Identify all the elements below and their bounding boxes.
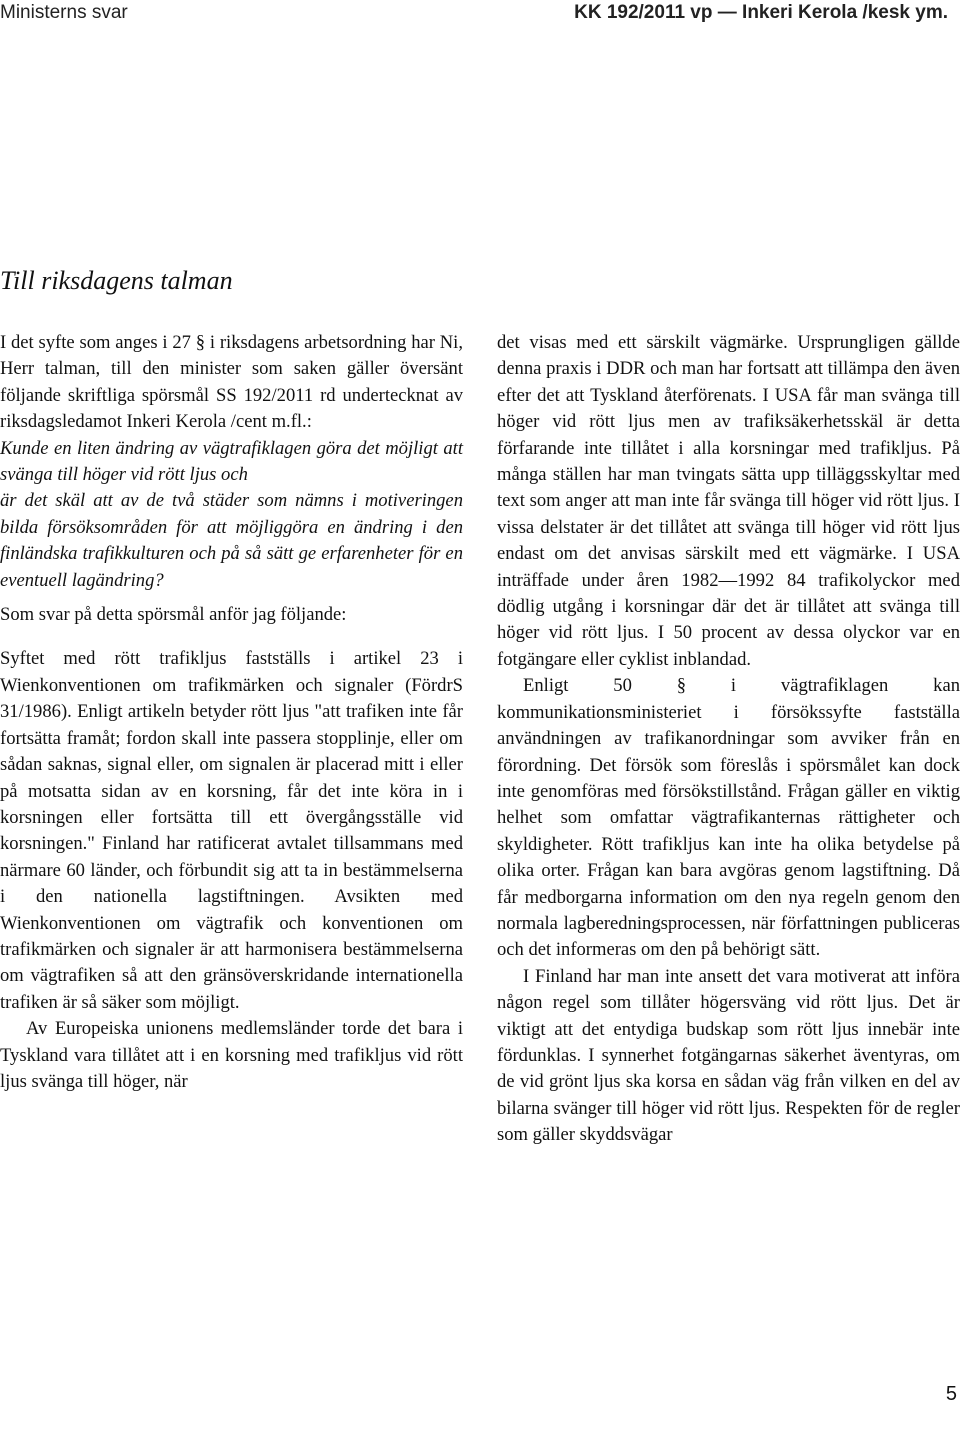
answer-paragraph-4: Enligt 50 § i vägtrafiklagen kan kommunikationsministeriet i försökssyfte fastställa användningen av trafikanordningar som avviker från en förordning. Det försök som föreslås i spörsmålet kan dock inte genomföras med försökstillstånd. Frågan gäller en viktig helhet som omfattar vägtrafikanternas rättigheter och skyldigheter. Rött trafikljus kan inte ha olika betydelse på olika orter. Frågan kan bara avgöras genom lagstiftning. Då får medborgarna information om den nya regeln genom den normala lagberedningsprocessen, när författningen publiceras och det informeras om den på behörigt sätt. — [497, 675, 960, 961]
answer-intro: Som svar på detta spörsmål anför jag följande: — [0, 604, 347, 626]
right-column — [497, 330, 960, 1149]
answer-paragraph-2: Av Europeiska unionens medlemsländer torde det bara i Tyskland vara tillåtet att i en korsning med trafikljus vid rött ljus svänga till höger, när — [0, 1018, 463, 1092]
answer-paragraph-1: Syftet med rött trafikljus fastställs i artikel 23 i Wienkonventionen om trafikmärken och signaler (FördrS 31/1986). Enligt artikeln betyder rött ljus "att trafiken inte får fortsätta framåt; fordon skall inte passera stopplinje, eller om sådan saknas, signal eller, om signalen är placerad mitt i eller på motsatta sidan av en korsning, får det inte köra in i korsningen eller fortsätta till ett övergångsställe vid korsningen." Finland har ratificerat avtalet tillsammans med närmare 60 länder, och förbundit sig att ta in bestämmelserna i den nationella lagstiftningen. Avsikten med Wienkonventionen om vägtrafik och konventionen om trafikmärken och signaler är att harmonisera bestämmelserna om vägtrafiken så att den gränsöverskridande internationella trafiken är så säker som möjligt. — [0, 648, 463, 1013]
running-header-left: Ministerns svar — [0, 2, 128, 23]
document-title: Till riksdagens talman — [0, 266, 233, 295]
question-2: är det skäl att av de två städer som nämns i motiveringen bilda försöksområden för att möjliggöra en ändring i den finländska trafikkulturen och på så sätt ge erfarenheter för en eventuell lagändring? — [0, 490, 463, 591]
running-header-right: KK 192/2011 vp — Inkeri Kerola /kesk ym. — [574, 2, 948, 23]
question-1: Kunde en liten ändring av vägtrafiklagen göra det möjligt att svänga till höger vid rött ljus och — [0, 437, 463, 486]
page-number: 5 — [945, 1383, 957, 1405]
left-column — [0, 330, 463, 1095]
answer-paragraph-3: det visas med ett särskilt vägmärke. Ursprungligen gällde denna praxis i DDR och man har fortsatt att tillämpa den även efter det att Tyskland återförenats. I USA får man svänga till höger vid rött ljus men av trafiksäkerhetsskäl är detta förfarande inte tillåtet i alla korsningar med trafikljus. På många ställen har man tvingats sätta upp tilläggsskyltar med text som anger att man inte får svänga till höger vid rött ljus. I vissa delstater är det tillåtet att svänga till höger vid rött ljus endast om det anvisas särskilt med ett vägmärke. I USA inträffade under åren 1982—1992 84 trafikolyckor med dödlig utgång i korsningar där det är tillåtet att svänga till höger vid rött ljus. I 50 procent av dessa olyckor var en fotgängare eller cyklist inblandad. — [497, 332, 960, 670]
answer-paragraph-5: I Finland har man inte ansett det vara motiverat att införa någon regel som tillåter högersväng vid rött ljus. Det är viktigt att det entydiga budskap som rött ljus innebär inte fördunklas. I synnerhet fotgängarnas säkerhet äventyras, om de vid grönt ljus ska korsa en sådan väg från vilken en del av bilarna svänger till höger vid rött ljus. Respekten för de regler som gäller skyddsvägar — [497, 965, 960, 1146]
intro-paragraph: I det syfte som anges i 27 § i riksdagens arbetsordning har Ni, Herr talman, till den minister som saken gäller översänt följande skriftliga spörsmål SS 192/2011 rd undertecknat av riksdagsledamot Inkeri Kerola /cent m.fl.: — [0, 332, 463, 433]
